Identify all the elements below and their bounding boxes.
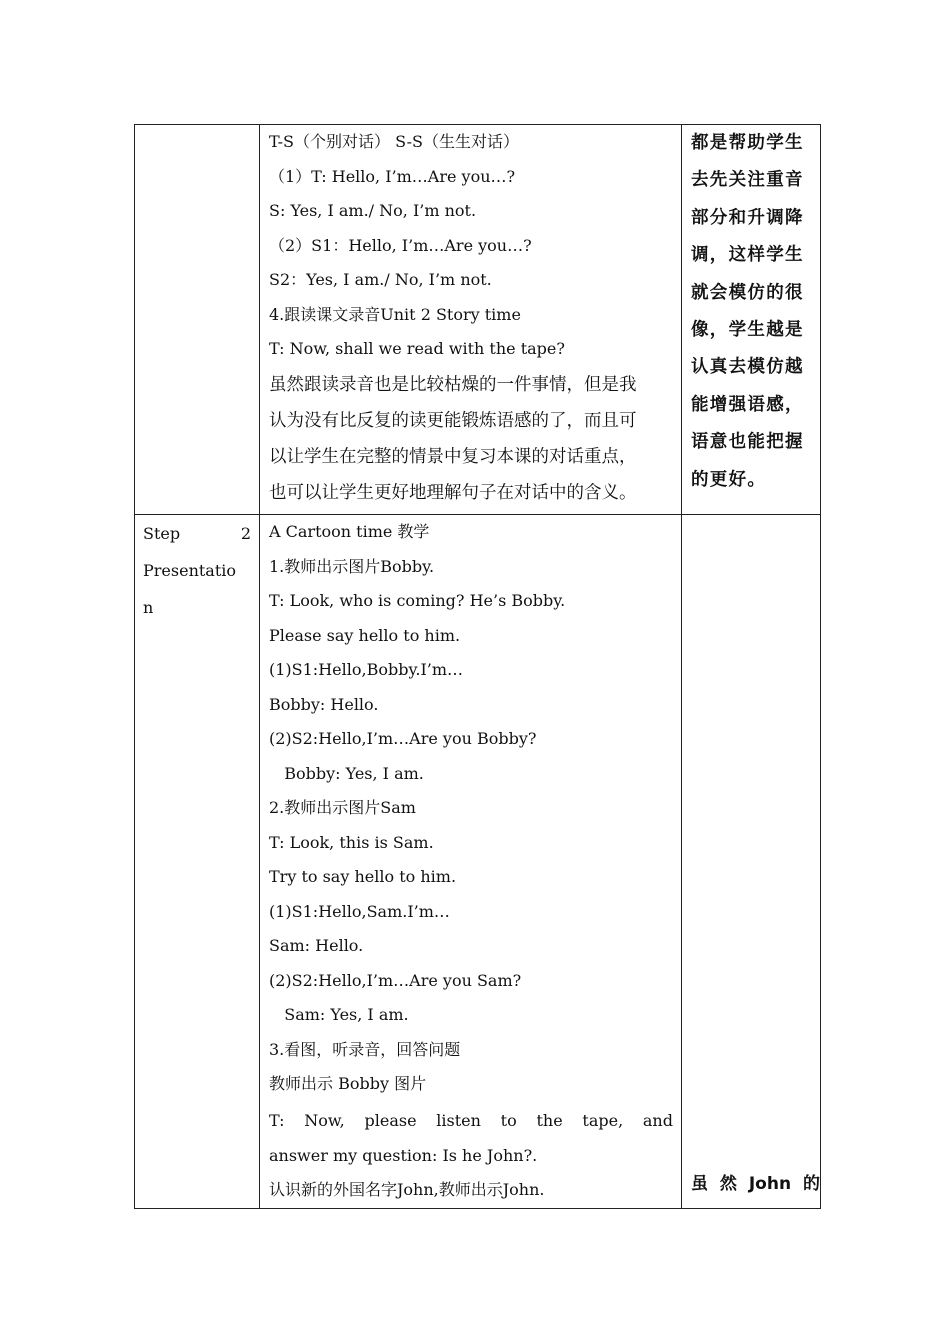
word: and (642, 1110, 673, 1130)
activity-rationale (269, 367, 673, 511)
activity-cell (260, 125, 682, 515)
step-name-line-2: n (143, 598, 154, 617)
note-line: 就会模仿的很 (691, 282, 804, 303)
note-lines (691, 125, 812, 499)
text-line: Sam: Hello. (269, 936, 364, 955)
step-word: Step (143, 524, 181, 543)
text-line: Bobby: Yes, I am. (269, 763, 424, 783)
text-line: Please say hello to him. (269, 625, 461, 645)
text-line: (1)S1:Hello,Bobby.I’m… (269, 660, 464, 679)
text-line: Try to say hello to him. (269, 867, 457, 886)
table-row (135, 125, 821, 515)
text-line: 2.教师出示图片Sam (269, 798, 416, 817)
activity-cell (260, 515, 682, 1209)
step-heading (143, 515, 251, 552)
text-line: 1.教师出示图片Bobby. (269, 556, 435, 576)
word: Now, (304, 1110, 345, 1130)
note-text: 虽 然 John 的 (691, 1173, 820, 1194)
text-line: （2）S1：Hello, I’m…Are you…? (269, 235, 532, 255)
text-line: (1)S1:Hello,Sam.I’m… (269, 901, 450, 921)
text-line: (2)S2:Hello,I’m…Are you Bobby? (269, 729, 537, 748)
word: listen (436, 1110, 481, 1130)
text-line: T: Look, this is Sam. (269, 832, 434, 852)
text-line: answer my question: Is he John?. (269, 1145, 538, 1165)
text-line: Bobby: Hello. (269, 694, 379, 714)
text-line: 认识新的外国名字John,教师出示John. (269, 1180, 545, 1199)
text-line: S: Yes, I am./ No, I’m not. (269, 201, 477, 220)
note-line: 认真去模仿越 (691, 357, 804, 378)
note-line: 像，学生越是 (691, 320, 804, 341)
text-line: 4.跟读课文录音Unit 2 Story time (269, 304, 521, 324)
text-line: 3.看图，听录音，回答问题 (269, 1039, 461, 1059)
text-line: T: Now, shall we read with the tape? (269, 339, 565, 358)
word: tape, (582, 1110, 624, 1130)
activity-lines-after (269, 1139, 673, 1208)
note-line: 能增强语感， (691, 394, 804, 415)
table-row (135, 515, 821, 1209)
step-name-line-1: Presentatio (143, 561, 237, 580)
text-line: 认为没有比反复的读更能锻炼语感的了，而且可 (269, 410, 637, 431)
text-line: (2)S2:Hello,I’m…Are you Sam? (269, 970, 522, 990)
text-line: 也可以让学生更好地理解句子在对话中的含义。 (269, 482, 637, 503)
note-line: 的更好。 (691, 469, 767, 490)
text-line: 虽然跟读录音也是比较枯燥的一件事情，但是我 (269, 374, 637, 395)
text-line: Sam: Yes, I am. (269, 1005, 409, 1024)
word: the (536, 1110, 563, 1130)
text-line: 教师出示 Bobby 图片 (269, 1074, 427, 1093)
activity-lines (269, 125, 673, 367)
note-line: 部分和升调降 (691, 207, 804, 228)
note-line: 都是帮助学生 (691, 133, 804, 153)
step-cell (135, 125, 260, 515)
activity-lines (269, 515, 673, 1102)
word: T: (269, 1110, 285, 1130)
text-line: 以让学生在完整的情景中复习本课的对话重点， (269, 446, 637, 467)
note-cell (682, 125, 821, 515)
note-cell (682, 515, 821, 1209)
note-line: 去先关注重音 (691, 170, 804, 191)
note-line: 调，这样学生 (691, 245, 804, 266)
word: please (364, 1110, 417, 1130)
text-line: S2：Yes, I am./ No, I’m not. (269, 270, 492, 289)
text-line: A Cartoon time 教学 (269, 522, 430, 541)
note-line: 语意也能把握 (691, 432, 804, 453)
justified-line (269, 1102, 673, 1139)
lesson-plan-table (134, 124, 821, 1209)
text-line: T-S（个别对话） S-S（生生对话） (269, 132, 519, 151)
step-number: 2 (240, 524, 251, 543)
word: to (500, 1110, 517, 1130)
text-line: T: Look, who is coming? He’s Bobby. (269, 591, 566, 610)
text-line: （1）T: Hello, I’m…Are you…? (269, 166, 516, 186)
step-cell (135, 515, 260, 1209)
